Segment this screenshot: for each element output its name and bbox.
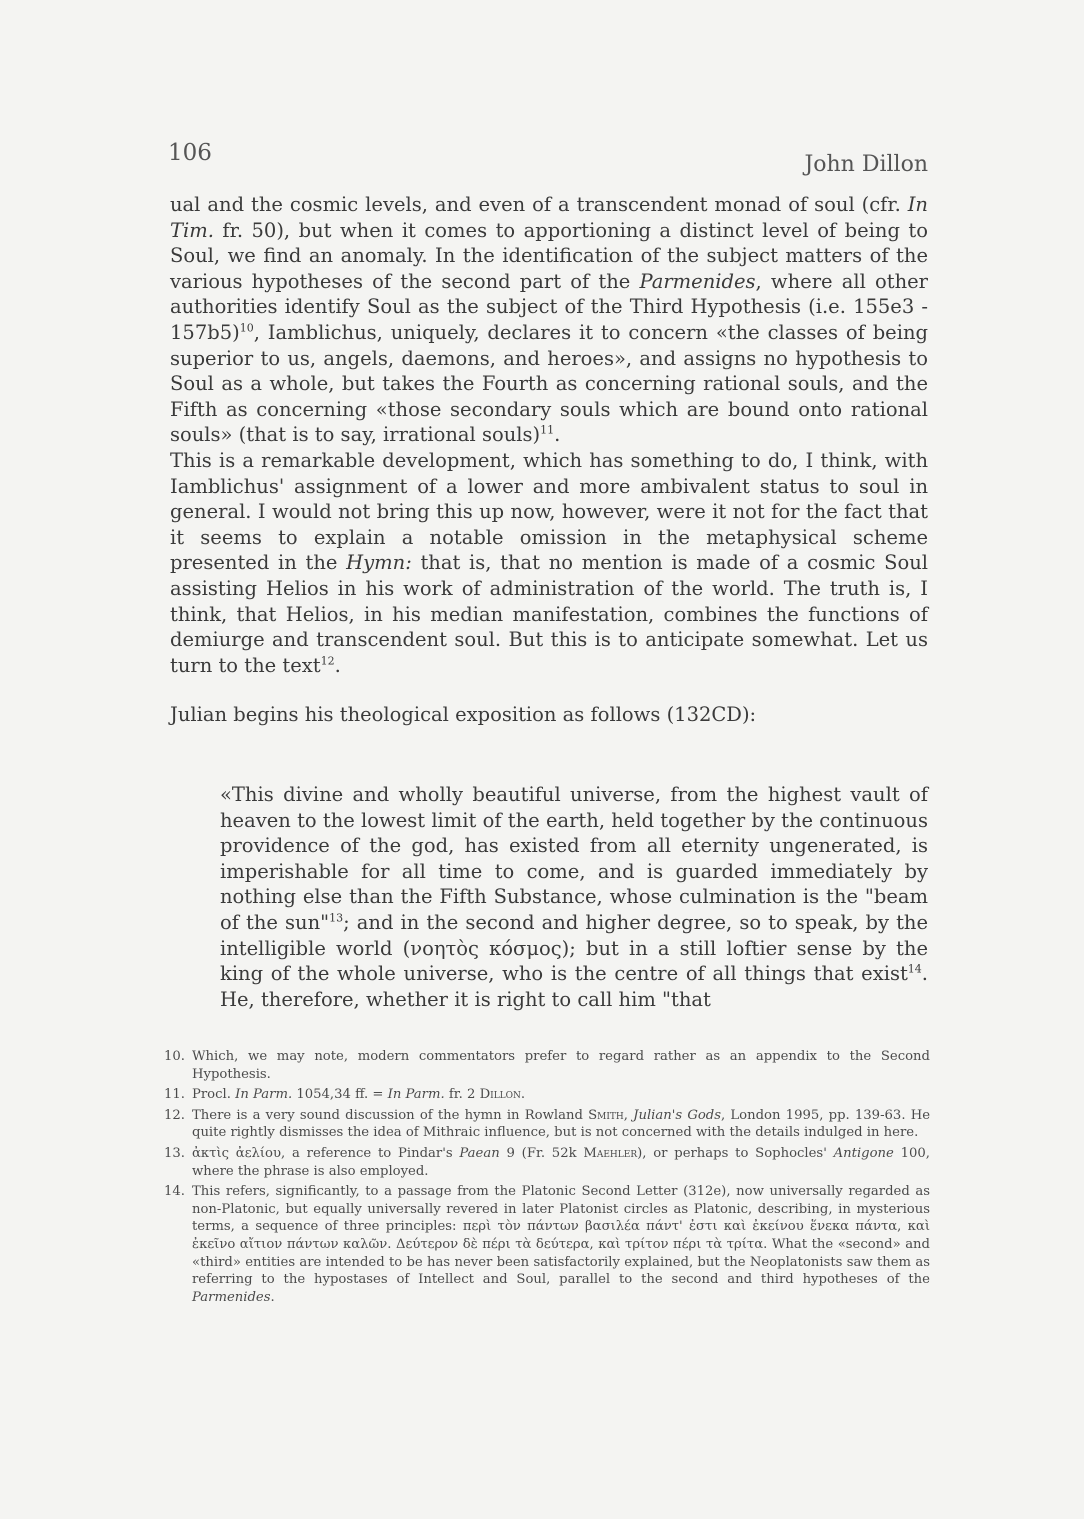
running-head: John Dillon [804,152,928,177]
footnote-number: 13. [164,1145,185,1161]
text-run: 1054,34 ff. = [292,1087,388,1103]
text-run: ; and in the second and higher degree, so to speak, by the intelligible world ( [220,910,929,960]
text-run: Which, we may note, modern commentators prefer to regard rather as an appendix to the Second Hypothesis. [192,1049,930,1082]
text-run: ); but in a still loftier sense by the king of the whole universe, who is the centre of all things that exist [220,936,928,986]
text-run: . He, therefore, whether it is right to call him "that [220,962,928,1011]
paragraph-2 [170,448,928,678]
work-title: Parmenides [192,1289,271,1305]
footnote-number: 14. [164,1184,185,1200]
quote-paragraph [220,782,928,1012]
footnote-ref[interactable]: 11 [540,423,555,437]
footnote-10 [164,1048,930,1083]
text-run: ), or perhaps to Sophocles' [637,1145,834,1161]
footnote-ref[interactable]: 14 [907,962,922,976]
work-title: In Tim. [170,193,928,242]
footnote-text [192,1183,930,1306]
text-run: , [623,1107,634,1123]
work-title: Paean [459,1145,500,1161]
greek-term: νοητὸς κόσμος [410,936,562,960]
text-run: «This divine and wholly beautiful universe, from the highest vault of heaven to the lowest limit of the earth, held together by the continuous providence of the god, has existed from all eternity ungenerated, is imperishable for all time to come, and is guarded immediately by nothing else than the Fifth Substance, whose culmination is the "beam of the sun" [220,783,928,934]
footnote-number: 11. [164,1087,185,1103]
footnote-number: 12. [164,1107,185,1123]
footnote-ref[interactable]: 13 [329,911,344,925]
footnote-12 [164,1107,930,1142]
footnote-number: 10. [164,1049,185,1064]
author-name: Dillon [479,1087,521,1103]
work-title: Parmenides [639,269,756,293]
work-title: In Parm. [387,1087,445,1103]
text-run: 100, where the phrase is also employed. [192,1145,930,1179]
footnotes [164,1048,930,1309]
text-run: , where all other authorities identify Soul as the subject of the Third Hypothesis (i.e. 155e3 - 157b5) [170,269,928,344]
text-run: . [270,1289,275,1305]
greek-term: ἀκτὶς ἀελίου [192,1145,282,1161]
text-run: What the «second» and «third» entities are intended to be has never been satisfactorily explained, but the Neoplatonists saw them as referring to the hypostases of Intellect and Soul, parallel to the second and third hypotheses of the [192,1236,930,1288]
work-title: Antigone [833,1145,894,1161]
text-run: There is a very sound discussion of the hymn in Rowland [192,1107,589,1123]
footnote-text [192,1107,930,1142]
text-run: ual and the cosmic levels, and even of a transcendent monad of soul (cfr. [170,193,908,216]
text-run: This refers, significantly, to a passage from the Platonic Second Letter (312e), now universally regarded as non-Platonic, but equally universally revered in later Platonist circles as Platonic, describing, in mysterious terms, a sequence of three principles: [192,1184,930,1235]
work-title: In Parm. [235,1087,293,1103]
text-run: that is, that no mention is made of a cosmic Soul assisting Helios in his work of administration of the world. The truth is, I think, that Helios, in his median manifestation, combines the functions of demiurge and transcendent soul. But this is to anticipate somewhat. Let us turn to the text [170,551,928,677]
block-quote [220,782,928,1012]
text-run: , Iamblichus, uniquely, declares it to concern «the classes of being superior to us, angels, daemons, and heroes», and assigns no hypothesis to Soul as a whole, but takes the Fourth as concerning rational souls, and the Fifth as concerning «those secondary souls which are bound onto rational souls» (that is to say, irrational souls) [170,320,928,447]
footnote-text [192,1086,930,1104]
paragraph-3: Julian begins his theological exposition as follows (132CD): [170,703,757,727]
footnote-ref[interactable]: 12 [320,654,335,668]
author-name: Smith [588,1107,624,1123]
footnote-ref[interactable]: 10 [239,321,254,335]
paragraph-1 [170,192,928,448]
main-text [170,192,928,728]
text-run: . [554,423,561,447]
greek-quotation: περὶ τὸν πάντων βασιλέα πάντ' ἐστι καὶ ἐκείνου ἕνεκα πάντα, καὶ ἐκεῖνο αἴτιον πάντων καλῶν. Δεύτερον δὲ πέρι τὰ δεύτερα, καὶ τρίτον πέρι τὰ τρίτα. [192,1219,930,1252]
footnote-text [192,1048,930,1083]
footnote-13 [164,1145,930,1180]
text-run: This is a remarkable development, which has something to do, I think, with Iamblichus' assignment of a lower and more ambivalent status to soul in general. I would not bring this up now, however, were it not for the fact that it seems to explain a notable omission in the metaphysical scheme presented in the [170,448,928,575]
text-run: . [334,653,341,677]
text-run: Procl. [192,1087,236,1103]
work-title: Julian's Gods [633,1107,722,1123]
text-run: . [520,1087,526,1103]
text-run: , a reference to Pindar's [281,1145,460,1161]
text-run: fr. 50), but when it comes to apportioning a distinct level of being to Soul, we find an anomaly. In the identification of the subject matters of the various hypotheses of the second part of the [170,218,928,293]
footnote-text [192,1145,930,1180]
text-run: , London 1995, pp. 139-63. He quite rightly dismisses the idea of Mithraic influence, but is not concerned with the details indulged in here. [192,1107,931,1141]
work-title: Hymn: [346,551,412,575]
text-run: fr. 2 [444,1087,480,1103]
page-number: 106 [168,140,212,166]
author-name: Maehler [583,1145,638,1161]
text-run: 9 (Fr. 52k [499,1145,584,1161]
footnote-14 [164,1183,930,1306]
footnote-11 [164,1086,930,1104]
